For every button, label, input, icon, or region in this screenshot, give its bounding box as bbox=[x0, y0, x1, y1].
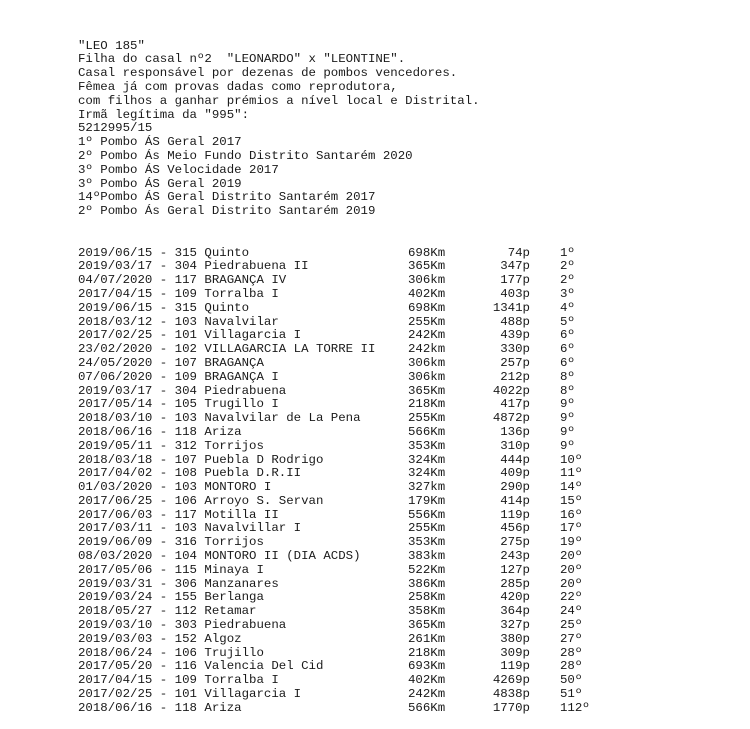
result-place: 8º bbox=[560, 383, 575, 398]
result-race: 2019/03/31 - 306 Manzanares bbox=[78, 576, 279, 591]
result-race: 2019/06/15 - 315 Quinto bbox=[78, 245, 250, 260]
result-distance: 258Km bbox=[408, 590, 446, 605]
result-row bbox=[78, 522, 718, 536]
result-birds: 409p bbox=[500, 466, 530, 481]
description-line: 14ºPombo ÁS Geral Distrito Santarém 2017 bbox=[78, 190, 376, 205]
result-race: 2018/06/16 - 118 Ariza bbox=[78, 700, 242, 715]
result-place: 9º bbox=[560, 411, 575, 426]
race-results-list bbox=[78, 247, 718, 716]
result-race: 2018/03/12 - 103 Navalvilar bbox=[78, 314, 279, 329]
result-distance: 255Km bbox=[408, 521, 446, 536]
result-distance: 698Km bbox=[408, 245, 446, 260]
result-race: 2017/05/06 - 115 Minaya I bbox=[78, 562, 264, 577]
result-birds: 414p bbox=[500, 493, 530, 508]
result-distance: 693Km bbox=[408, 659, 446, 674]
result-birds: 420p bbox=[500, 590, 530, 605]
description-line: com filhos a ganhar prémios a nível local e Distrital. bbox=[78, 93, 480, 108]
result-place: 22º bbox=[560, 590, 583, 605]
result-race: 08/03/2020 - 104 MONTORO II (DIA ACDS) bbox=[78, 549, 361, 564]
result-race: 2019/06/15 - 315 Quinto bbox=[78, 300, 250, 315]
result-row bbox=[78, 343, 718, 357]
result-row bbox=[78, 495, 718, 509]
result-distance: 365Km bbox=[408, 259, 446, 274]
result-race: 2018/05/27 - 112 Retamar bbox=[78, 604, 257, 619]
result-place: 2º bbox=[560, 273, 575, 288]
result-row bbox=[78, 316, 718, 330]
result-birds: 1770p bbox=[492, 700, 530, 715]
result-distance: 255Km bbox=[408, 411, 446, 426]
result-place: 24º bbox=[560, 604, 583, 619]
result-distance: 242km bbox=[408, 342, 446, 357]
result-race: 2019/03/17 - 304 Piedrabuena II bbox=[78, 259, 309, 274]
result-birds: 347p bbox=[500, 259, 530, 274]
description-line: Fêmea já com provas dadas como reprodutora, bbox=[78, 79, 398, 94]
result-place: 1º bbox=[560, 245, 575, 260]
result-place: 50º bbox=[560, 673, 583, 688]
result-place: 6º bbox=[560, 355, 575, 370]
result-race: 04/07/2020 - 117 BRAGANÇA IV bbox=[78, 273, 287, 288]
result-race: 2019/03/03 - 152 Algoz bbox=[78, 631, 242, 646]
result-birds: 4269p bbox=[492, 673, 530, 688]
result-place: 6º bbox=[560, 328, 575, 343]
description-line: 3º Pombo ÁS Geral 2019 bbox=[78, 176, 242, 191]
result-distance: 358Km bbox=[408, 604, 446, 619]
result-distance: 306km bbox=[408, 369, 446, 384]
result-row bbox=[78, 481, 718, 495]
result-race: 01/03/2020 - 103 MONTORO I bbox=[78, 480, 272, 495]
result-birds: 4872p bbox=[492, 411, 530, 426]
result-distance: 566Km bbox=[408, 424, 446, 439]
result-place: 9º bbox=[560, 424, 575, 439]
result-birds: 330p bbox=[500, 342, 530, 357]
result-place: 6º bbox=[560, 342, 575, 357]
result-distance: 324Km bbox=[408, 452, 446, 467]
result-distance: 324Km bbox=[408, 466, 446, 481]
result-birds: 456p bbox=[500, 521, 530, 536]
result-row bbox=[78, 605, 718, 619]
result-row bbox=[78, 247, 718, 261]
result-birds: 74p bbox=[507, 245, 530, 260]
result-row bbox=[78, 274, 718, 288]
result-distance: 402Km bbox=[408, 286, 446, 301]
result-row bbox=[78, 536, 718, 550]
result-place: 11º bbox=[560, 466, 583, 481]
result-place: 15º bbox=[560, 493, 583, 508]
result-race: 24/05/2020 - 107 BRAGANÇA bbox=[78, 355, 264, 370]
result-row bbox=[78, 329, 718, 343]
result-place: 8º bbox=[560, 369, 575, 384]
description-line: "LEO 185" bbox=[78, 38, 145, 53]
description-line: 2º Pombo Ás Geral Distrito Santarém 2019 bbox=[78, 204, 376, 219]
result-birds: 275p bbox=[500, 535, 530, 550]
result-place: 4º bbox=[560, 300, 575, 315]
result-place: 16º bbox=[560, 507, 583, 522]
result-race: 2017/06/25 - 106 Arroyo S. Servan bbox=[78, 493, 324, 508]
result-birds: 177p bbox=[500, 273, 530, 288]
result-row bbox=[78, 591, 718, 605]
result-birds: 417p bbox=[500, 397, 530, 412]
result-distance: 242Km bbox=[408, 687, 446, 702]
result-row bbox=[78, 454, 718, 468]
result-distance: 255Km bbox=[408, 314, 446, 329]
result-row bbox=[78, 702, 718, 716]
result-distance: 353Km bbox=[408, 438, 446, 453]
result-race: 2018/06/24 - 106 Trujillo bbox=[78, 645, 264, 660]
result-distance: 365Km bbox=[408, 618, 446, 633]
result-place: 9º bbox=[560, 397, 575, 412]
result-distance: 179Km bbox=[408, 493, 446, 508]
result-race: 2019/05/11 - 312 Torrijos bbox=[78, 438, 264, 453]
description-line: Casal responsável por dezenas de pombos vencedores. bbox=[78, 66, 458, 81]
result-distance: 365Km bbox=[408, 383, 446, 398]
result-race: 2017/05/14 - 105 Trugillo I bbox=[78, 397, 279, 412]
result-race: 2017/02/25 - 101 Villagarcia I bbox=[78, 687, 302, 702]
result-birds: 4022p bbox=[492, 383, 530, 398]
result-distance: 218Km bbox=[408, 645, 446, 660]
result-distance: 306km bbox=[408, 273, 446, 288]
result-birds: 488p bbox=[500, 314, 530, 329]
result-row bbox=[78, 688, 718, 702]
result-birds: 290p bbox=[500, 480, 530, 495]
result-row bbox=[78, 357, 718, 371]
result-distance: 353Km bbox=[408, 535, 446, 550]
result-distance: 306km bbox=[408, 355, 446, 370]
result-place: 19º bbox=[560, 535, 583, 550]
result-place: 25º bbox=[560, 618, 583, 633]
result-birds: 243p bbox=[500, 549, 530, 564]
result-row bbox=[78, 440, 718, 454]
description-line: 1º Pombo ÁS Geral 2017 bbox=[78, 135, 242, 150]
result-race: 2019/06/09 - 316 Torrijos bbox=[78, 535, 264, 550]
result-row bbox=[78, 302, 718, 316]
result-race: 2018/03/10 - 103 Navalvilar de La Pena bbox=[78, 411, 361, 426]
result-birds: 136p bbox=[500, 424, 530, 439]
result-birds: 403p bbox=[500, 286, 530, 301]
result-place: 51º bbox=[560, 687, 583, 702]
result-birds: 309p bbox=[500, 645, 530, 660]
result-birds: 4838p bbox=[492, 687, 530, 702]
result-birds: 1341p bbox=[492, 300, 530, 315]
result-place: 2º bbox=[560, 259, 575, 274]
result-place: 20º bbox=[560, 562, 583, 577]
result-race: 2019/03/10 - 303 Piedrabuena bbox=[78, 618, 287, 633]
result-birds: 127p bbox=[500, 562, 530, 577]
result-race: 2017/04/15 - 109 Torralba I bbox=[78, 286, 279, 301]
result-birds: 439p bbox=[500, 328, 530, 343]
result-race: 2017/04/02 - 108 Puebla D.R.II bbox=[78, 466, 302, 481]
result-row bbox=[78, 385, 718, 399]
result-distance: 566Km bbox=[408, 700, 446, 715]
result-birds: 327p bbox=[500, 618, 530, 633]
result-row bbox=[78, 371, 718, 385]
result-place: 28º bbox=[560, 659, 583, 674]
result-row bbox=[78, 578, 718, 592]
result-row bbox=[78, 467, 718, 481]
result-distance: 261Km bbox=[408, 631, 446, 646]
result-row bbox=[78, 647, 718, 661]
description-line: 5212995/15 bbox=[78, 121, 153, 136]
result-race: 23/02/2020 - 102 VILLAGARCIA LA TORRE II bbox=[78, 342, 376, 357]
result-distance: 383km bbox=[408, 549, 446, 564]
result-place: 112º bbox=[560, 700, 590, 715]
result-distance: 327km bbox=[408, 480, 446, 495]
result-row bbox=[78, 260, 718, 274]
result-race: 2017/02/25 - 101 Villagarcia I bbox=[78, 328, 302, 343]
result-row bbox=[78, 674, 718, 688]
result-place: 14º bbox=[560, 480, 583, 495]
result-race: 2018/06/16 - 118 Ariza bbox=[78, 424, 242, 439]
pedigree-document bbox=[78, 12, 718, 729]
result-place: 9º bbox=[560, 438, 575, 453]
result-race: 2019/03/17 - 304 Piedrabuena bbox=[78, 383, 287, 398]
result-place: 20º bbox=[560, 576, 583, 591]
result-distance: 402Km bbox=[408, 673, 446, 688]
result-distance: 556Km bbox=[408, 507, 446, 522]
result-row bbox=[78, 288, 718, 302]
result-place: 28º bbox=[560, 645, 583, 660]
result-birds: 119p bbox=[500, 659, 530, 674]
description-line: 3º Pombo ÁS Velocidade 2017 bbox=[78, 162, 279, 177]
result-row bbox=[78, 398, 718, 412]
result-birds: 119p bbox=[500, 507, 530, 522]
result-place: 20º bbox=[560, 549, 583, 564]
result-row bbox=[78, 660, 718, 674]
result-distance: 242Km bbox=[408, 328, 446, 343]
description-line: 2º Pombo Ás Meio Fundo Distrito Santarém 2020 bbox=[78, 148, 413, 163]
result-distance: 698Km bbox=[408, 300, 446, 315]
result-place: 5º bbox=[560, 314, 575, 329]
result-place: 17º bbox=[560, 521, 583, 536]
result-race: 2017/03/11 - 103 Navalvillar I bbox=[78, 521, 302, 536]
result-birds: 444p bbox=[500, 452, 530, 467]
result-birds: 310p bbox=[500, 438, 530, 453]
pigeon-description bbox=[78, 40, 718, 219]
description-line: Irmã legítima da "995": bbox=[78, 107, 250, 122]
result-birds: 380p bbox=[500, 631, 530, 646]
result-distance: 386Km bbox=[408, 576, 446, 591]
result-distance: 522Km bbox=[408, 562, 446, 577]
description-line: Filha do casal nº2 "LEONARDO" x "LEONTINE". bbox=[78, 52, 406, 67]
result-place: 27º bbox=[560, 631, 583, 646]
result-birds: 364p bbox=[500, 604, 530, 619]
result-race: 2018/03/18 - 107 Puebla D Rodrigo bbox=[78, 452, 324, 467]
result-row bbox=[78, 426, 718, 440]
result-row bbox=[78, 633, 718, 647]
result-row bbox=[78, 509, 718, 523]
result-race: 2017/04/15 - 109 Torralba I bbox=[78, 673, 279, 688]
result-row bbox=[78, 412, 718, 426]
result-birds: 285p bbox=[500, 576, 530, 591]
result-row bbox=[78, 564, 718, 578]
result-race: 2017/06/03 - 117 Motilla II bbox=[78, 507, 279, 522]
result-birds: 212p bbox=[500, 369, 530, 384]
result-race: 07/06/2020 - 109 BRAGANÇA I bbox=[78, 369, 279, 384]
result-distance: 218Km bbox=[408, 397, 446, 412]
result-race: 2019/03/24 - 155 Berlanga bbox=[78, 590, 264, 605]
result-row bbox=[78, 619, 718, 633]
result-place: 3º bbox=[560, 286, 575, 301]
result-row bbox=[78, 550, 718, 564]
result-place: 10º bbox=[560, 452, 583, 467]
result-race: 2017/05/20 - 116 Valencia Del Cid bbox=[78, 659, 324, 674]
result-birds: 257p bbox=[500, 355, 530, 370]
